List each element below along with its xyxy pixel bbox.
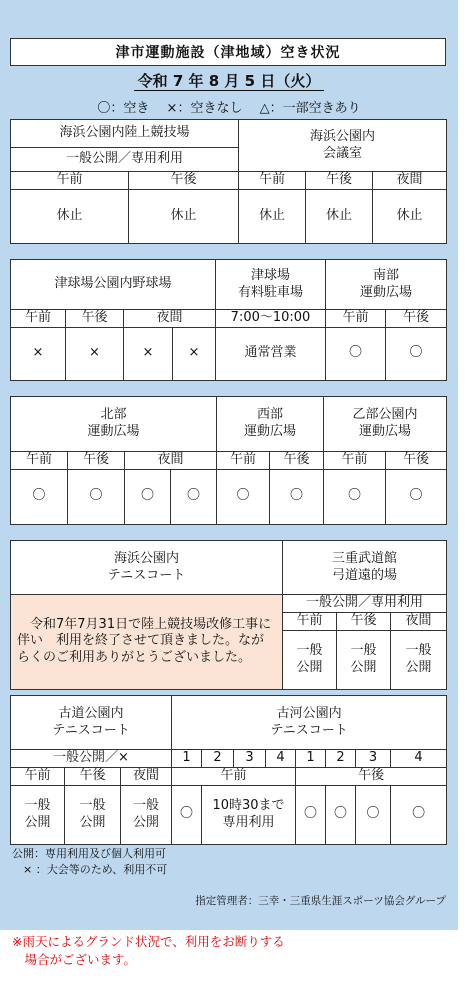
period-label: 午前 [172,767,296,785]
venue-otobe-field: 乙部公園内 運動広場 [324,397,447,452]
status-cell: × [173,327,216,380]
status-cell: 通常営業 [216,327,326,380]
venue-beach-tennis: 海浜公園内 テニスコート [11,541,283,595]
status-cell: 〇 [270,469,324,524]
status-cell: 〇 [386,469,447,524]
period-label: 午前 [11,172,129,190]
period-label: 午後 [386,310,447,328]
period-label: 午後 [386,452,447,470]
block2-table [10,259,447,381]
period-label: 午後 [270,452,324,470]
period-label: 午前 [11,310,66,328]
period-label: 午前 [324,452,386,470]
footnote: 公開：専用利用及び個人利用可 × ：大会等のため、利用不可 [12,847,168,876]
period-label: 午後 [129,172,239,190]
venue-south-field: 南部 運動広場 [326,260,447,310]
period-label: 午前 [11,452,68,470]
block5-table [10,695,447,845]
status-cell: 一般 公開 [65,785,121,844]
block4-table [10,540,447,690]
period-label: 午後 [296,767,447,785]
status-cell: 一般 公開 [283,630,337,689]
period-label: 午前 [283,612,337,630]
period-label: 午後 [306,172,373,190]
status-cell: 〇 [171,469,217,524]
status-cell: 一般 公開 [121,785,172,844]
venue-north-field: 北部 運動広場 [11,397,217,452]
period-label: 午後 [68,452,125,470]
block3-table [10,396,447,525]
status-cell: 〇 [326,785,356,844]
status-cell: × [124,327,173,380]
court-number: 4 [266,750,296,768]
status-cell: 一般 公開 [11,785,65,844]
legend: 〇：空き ×：空きなし △：一部空きあり [97,101,361,116]
status-cell: 〇 [296,785,326,844]
period-label: 午前 [11,767,65,785]
status-cell: 〇 [172,785,202,844]
status-cell: 〇 [326,327,386,380]
status-cell: 休止 [129,189,239,243]
status-cell: 休止 [306,189,373,243]
period-label: 午前 [326,310,386,328]
court-number: 2 [202,750,234,768]
manager-credit: 指定管理者：三幸・三重県生涯スポーツ協会グループ [195,895,446,907]
court-number: 1 [172,750,202,768]
parking-hours: 7:00〜10:00 [216,310,326,328]
status-cell: 〇 [217,469,270,524]
report-date: 令和 7 年 8 月 5 日（火） [134,72,325,91]
period-label: 午後 [65,767,121,785]
status-cell: 〇 [11,469,68,524]
period-label: 夜間 [373,172,447,190]
period-label: 夜間 [125,452,217,470]
status-cell: × [11,327,66,380]
venue-west-field: 西部 運動広場 [217,397,324,452]
venue-furumichi-tennis: 古道公園内 テニスコート [11,696,172,750]
furumichi-usage-type: 一般公開／× [11,750,172,768]
venue-beach-meeting-room: 海浜公園内 会議室 [239,120,447,172]
court-number: 3 [234,750,266,768]
status-cell: 〇 [391,785,447,844]
venue-furukawa-tennis: 古河公園内 テニスコート [172,696,447,750]
venue-beach-stadium: 海浜公園内陸上競技場 [11,120,239,148]
status-cell: 〇 [324,469,386,524]
status-cell: 〇 [356,785,391,844]
court-number: 4 [391,750,447,768]
stadium-usage-type: 一般公開／専用利用 [11,148,239,172]
status-cell: 一般 公開 [391,630,447,689]
status-cell: 休止 [239,189,306,243]
status-cell: 一般 公開 [337,630,391,689]
venue-tsu-parking: 津球場 有料駐車場 [216,260,326,310]
period-label: 夜間 [391,612,447,630]
period-label: 午前 [239,172,306,190]
block1-table [10,119,447,244]
court-number: 2 [326,750,356,768]
status-cell: 休止 [11,189,129,243]
status-cell: 休止 [373,189,447,243]
status-cell: × [66,327,124,380]
status-cell: 〇 [386,327,447,380]
court-number: 1 [296,750,326,768]
period-label: 午後 [66,310,124,328]
status-cell: 〇 [68,469,125,524]
period-label: 夜間 [124,310,216,328]
rain-warning: ※雨天によるグランド状況で、利用をお断りする 場合がございます。 [12,934,285,968]
venue-mie-budokan-archery: 三重武道館 弓道遠的場 [283,541,447,595]
page-title: 津市運動施設（津地域）空き状況 [10,38,446,66]
period-label: 午前 [217,452,270,470]
date-line [0,70,458,91]
period-label: 午後 [337,612,391,630]
venue-tsu-baseball: 津球場公園内野球場 [11,260,216,310]
period-label: 夜間 [121,767,172,785]
court-number: 3 [356,750,391,768]
status-cell-reserved: 10時30まで 専用利用 [202,785,296,844]
closure-notice: 令和7年7月31日で陸上競技場改修工事に伴い 利用を終了させて頂きました。ながらくのご利用ありがとうございました。 [11,595,283,690]
status-cell: 〇 [125,469,171,524]
archery-usage-type: 一般公開／専用利用 [283,595,447,613]
